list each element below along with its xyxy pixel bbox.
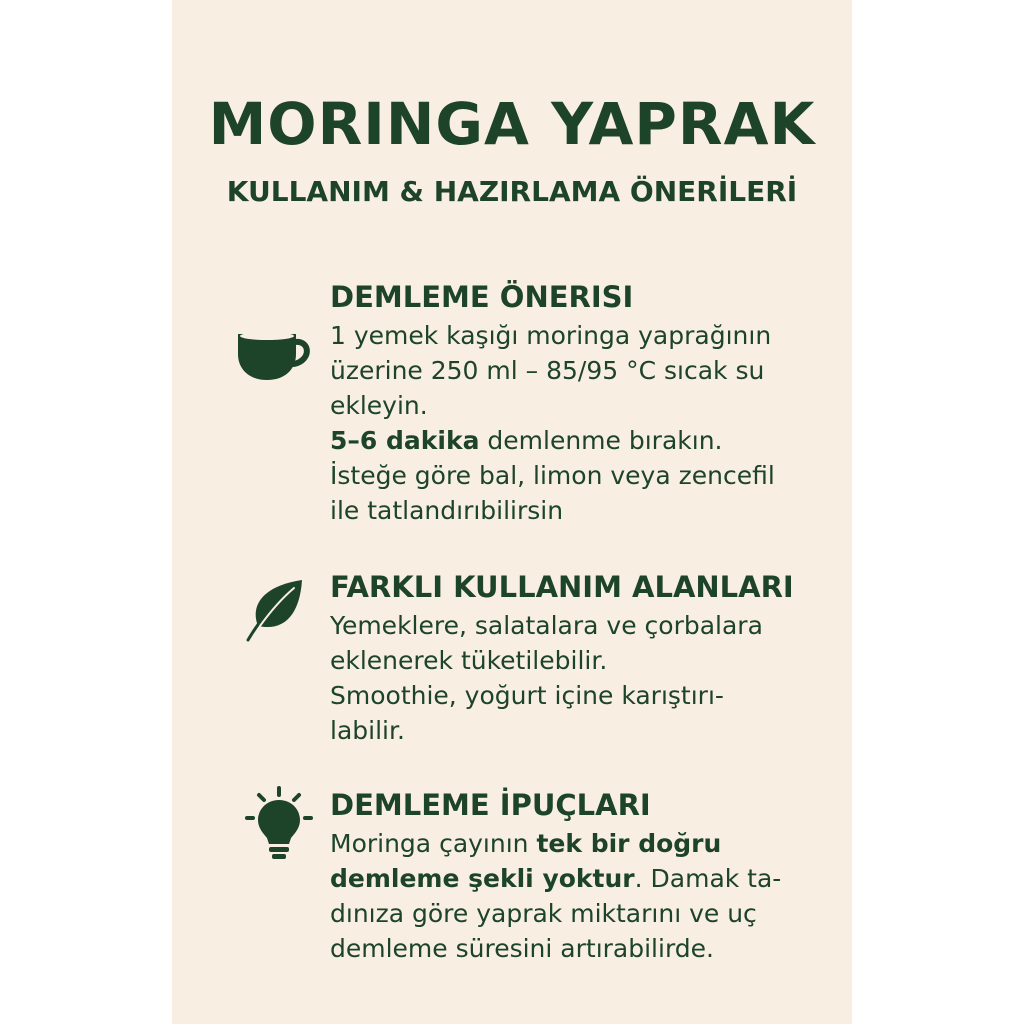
body-line <box>330 423 800 458</box>
body-text: . Damak ta- <box>634 864 782 893</box>
usage-section <box>330 566 800 748</box>
body-line: Smoothie, yoğurt içine karıştırı- <box>330 681 724 710</box>
body-line: eklenerek tüketilebilir. <box>330 646 608 675</box>
body-line: üzerine 250 ml – 85/95 °C sıcak su <box>330 356 765 385</box>
body-line: 1 yemek kaşığı moringa yaprağının <box>330 321 772 350</box>
body-line: dınıza göre yaprak miktarını ve uç <box>330 899 757 928</box>
body-line: ekleyin. <box>330 391 428 420</box>
body-line <box>330 826 800 861</box>
brewing-section <box>330 276 800 528</box>
cup-icon <box>234 326 312 384</box>
section-heading: FARKLI KULLANIM ALANLARI <box>330 570 794 604</box>
leaf-icon <box>244 576 306 642</box>
lightbulb-icon <box>244 786 314 862</box>
body-text: demlenme bırakın. <box>479 426 723 455</box>
body-line: İsteğe göre bal, limon veya zencefil <box>330 461 775 490</box>
emphasis-text: 5–6 dakika <box>330 426 480 455</box>
body-text: Moringa çayının <box>330 829 537 858</box>
body-line: labilir. <box>330 716 405 745</box>
tips-section <box>330 784 800 966</box>
page-title: MORINGA YAPRAK <box>208 90 816 158</box>
emphasis-text: tek bir doğru <box>536 829 722 858</box>
body-line: ile tatlandırıbilirsin <box>330 496 564 525</box>
body-line <box>330 861 800 896</box>
body-line: demleme süresini artırabilirde. <box>330 934 714 963</box>
emphasis-text: demleme şekli yoktur <box>330 864 635 893</box>
section-heading: DEMLEME ÖNERISI <box>330 280 634 314</box>
body-line: Yemeklere, salatalara ve çorbalara <box>330 611 763 640</box>
page-subtitle: KULLANIM & HAZIRLAMA ÖNERİLERİ <box>226 175 798 208</box>
section-heading: DEMLEME İPUÇLARI <box>330 788 651 822</box>
